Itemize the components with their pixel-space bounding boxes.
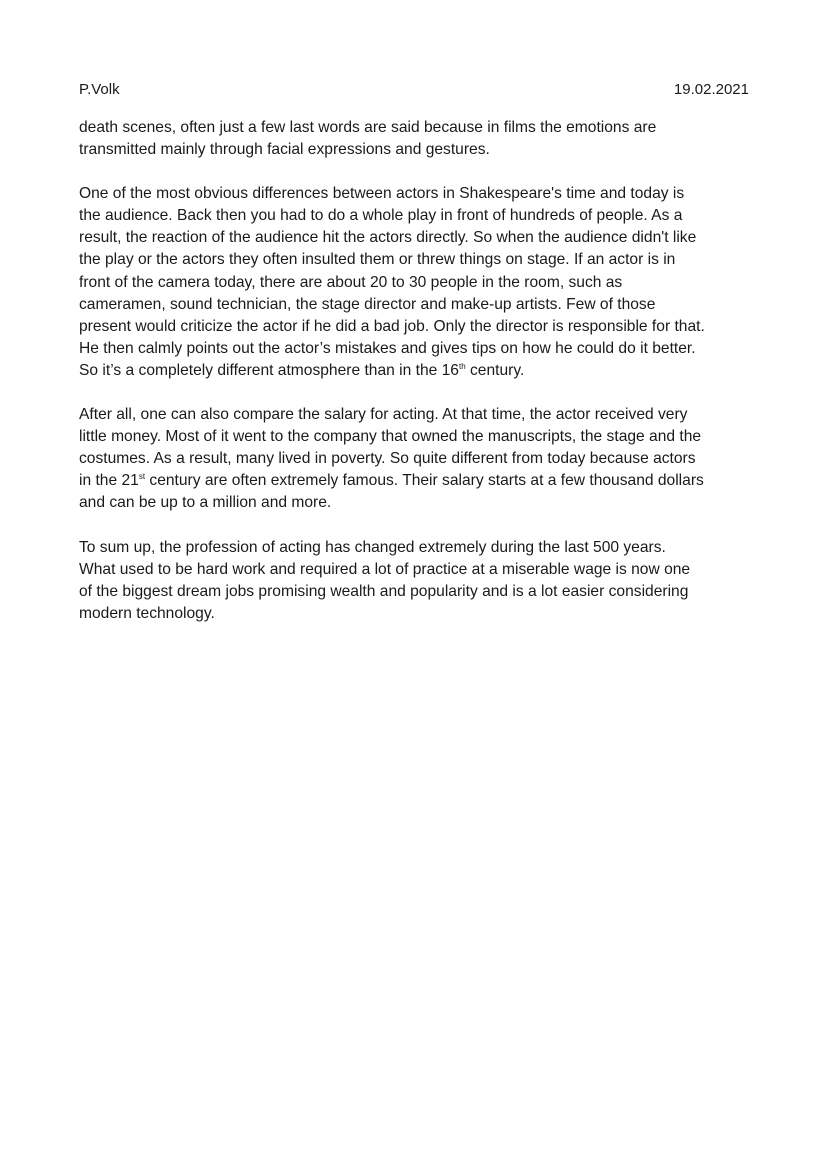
text-line: One of the most obvious differences between actors in Shakespeare's time and today is bbox=[79, 185, 685, 203]
superscript: th bbox=[458, 361, 466, 371]
paragraph bbox=[79, 537, 755, 625]
text-line: the audience. Back then you had to do a whole play in front of hundreds of people. As a bbox=[79, 207, 683, 225]
paragraph bbox=[79, 117, 755, 161]
text-fragment: century. bbox=[465, 361, 525, 379]
text-fragment: in the 21 bbox=[79, 472, 139, 490]
text-line: He then calmly points out the actor’s mistakes and gives tips on how he could do it better. bbox=[79, 339, 696, 357]
text-line: the play or the actors they often insulted them or threw things on stage. If an actor is in bbox=[79, 251, 676, 269]
text-line: modern technology. bbox=[79, 604, 215, 622]
text-line: What used to be hard work and required a lot of practice at a miserable wage is now one bbox=[79, 560, 691, 578]
text-line bbox=[79, 360, 755, 382]
paragraph bbox=[79, 183, 755, 382]
document-date: 19.02.2021 bbox=[673, 81, 749, 98]
text-line bbox=[79, 470, 755, 492]
author-name: P.Volk bbox=[79, 81, 120, 98]
text-line: costumes. As a result, many lived in poverty. So quite different from today because actors bbox=[79, 450, 696, 468]
text-line: and can be up to a million and more. bbox=[79, 494, 332, 512]
text-fragment: century are often extremely famous. Their salary starts at a few thousand dollars bbox=[145, 472, 704, 490]
text-fragment: So it’s a completely different atmosphere than in the 16 bbox=[79, 361, 459, 379]
text-line: transmitted mainly through facial expressions and gestures. bbox=[79, 141, 490, 159]
text-line: cameramen, sound technician, the stage director and make-up artists. Few of those bbox=[79, 295, 656, 313]
text-line: death scenes, often just a few last words are said because in films the emotions are bbox=[79, 119, 657, 136]
superscript: st bbox=[138, 472, 146, 482]
document-body bbox=[79, 117, 755, 647]
text-line: After all, one can also compare the salary for acting. At that time, the actor received very bbox=[79, 406, 688, 424]
text-line: little money. Most of it went to the company that owned the manuscripts, the stage and the bbox=[79, 428, 702, 446]
text-line: present would criticize the actor if he did a bad job. Only the director is responsible for that. bbox=[79, 317, 705, 335]
text-line: result, the reaction of the audience hit the actors directly. So when the audience didn't like bbox=[79, 229, 697, 247]
text-line: To sum up, the profession of acting has changed extremely during the last 500 years. bbox=[79, 538, 666, 556]
text-line: of the biggest dream jobs promising wealth and popularity and is a lot easier considering bbox=[79, 582, 689, 600]
page-header bbox=[79, 80, 749, 100]
paragraph bbox=[79, 404, 755, 514]
text-line: front of the camera today, there are about 20 to 30 people in the room, such as bbox=[79, 273, 623, 291]
